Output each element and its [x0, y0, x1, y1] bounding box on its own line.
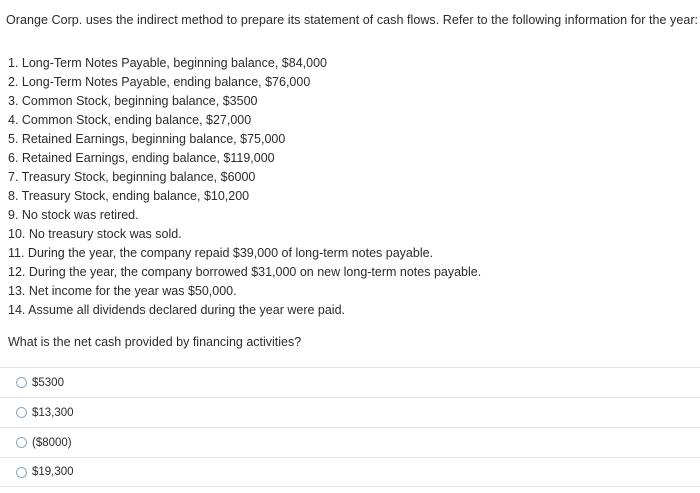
- question-text: What is the net cash provided by financing activities?: [8, 335, 302, 349]
- problem-intro: Orange Corp. uses the indirect method to prepare its statement of cash flows. Refer to the following information for the year:: [6, 13, 699, 27]
- given-information-list: [8, 54, 481, 320]
- answer-option-4[interactable]: [0, 457, 700, 487]
- list-item: 3. Common Stock, beginning balance, $3500: [8, 94, 258, 108]
- list-item: 4. Common Stock, ending balance, $27,000: [8, 113, 252, 127]
- list-item: 10. No treasury stock was sold.: [8, 227, 182, 241]
- option-label: $5300: [32, 376, 64, 389]
- list-item: 5. Retained Earnings, beginning balance, $75,000: [8, 132, 286, 146]
- list-item: 11. During the year, the company repaid $39,000 of long-term notes payable.: [8, 246, 434, 260]
- list-item: 7. Treasury Stock, beginning balance, $6000: [8, 170, 256, 184]
- radio-button-icon[interactable]: [16, 467, 27, 478]
- list-item: 13. Net income for the year was $50,000.: [8, 284, 237, 298]
- list-item: 9. No stock was retired.: [8, 208, 139, 222]
- list-item: 14. Assume all dividends declared during the year were paid.: [8, 303, 346, 317]
- list-item: 8. Treasury Stock, ending balance, $10,200: [8, 189, 250, 203]
- radio-button-icon[interactable]: [16, 377, 27, 388]
- option-label: $13,300: [32, 406, 74, 419]
- answer-option-3[interactable]: [0, 427, 700, 457]
- radio-button-icon[interactable]: [16, 407, 27, 418]
- answer-options: [0, 367, 700, 487]
- list-item: 2. Long-Term Notes Payable, ending balance, $76,000: [8, 75, 311, 89]
- radio-button-icon[interactable]: [16, 437, 27, 448]
- list-item: 1. Long-Term Notes Payable, beginning balance, $84,000: [8, 56, 327, 70]
- answer-option-1[interactable]: [0, 367, 700, 397]
- option-label: ($8000): [32, 436, 72, 449]
- answer-option-2[interactable]: [0, 397, 700, 427]
- list-item: 6. Retained Earnings, ending balance, $119,000: [8, 151, 275, 165]
- option-label: $19,300: [32, 466, 74, 478]
- list-item: 12. During the year, the company borrowed $31,000 on new long-term notes payable.: [8, 265, 482, 279]
